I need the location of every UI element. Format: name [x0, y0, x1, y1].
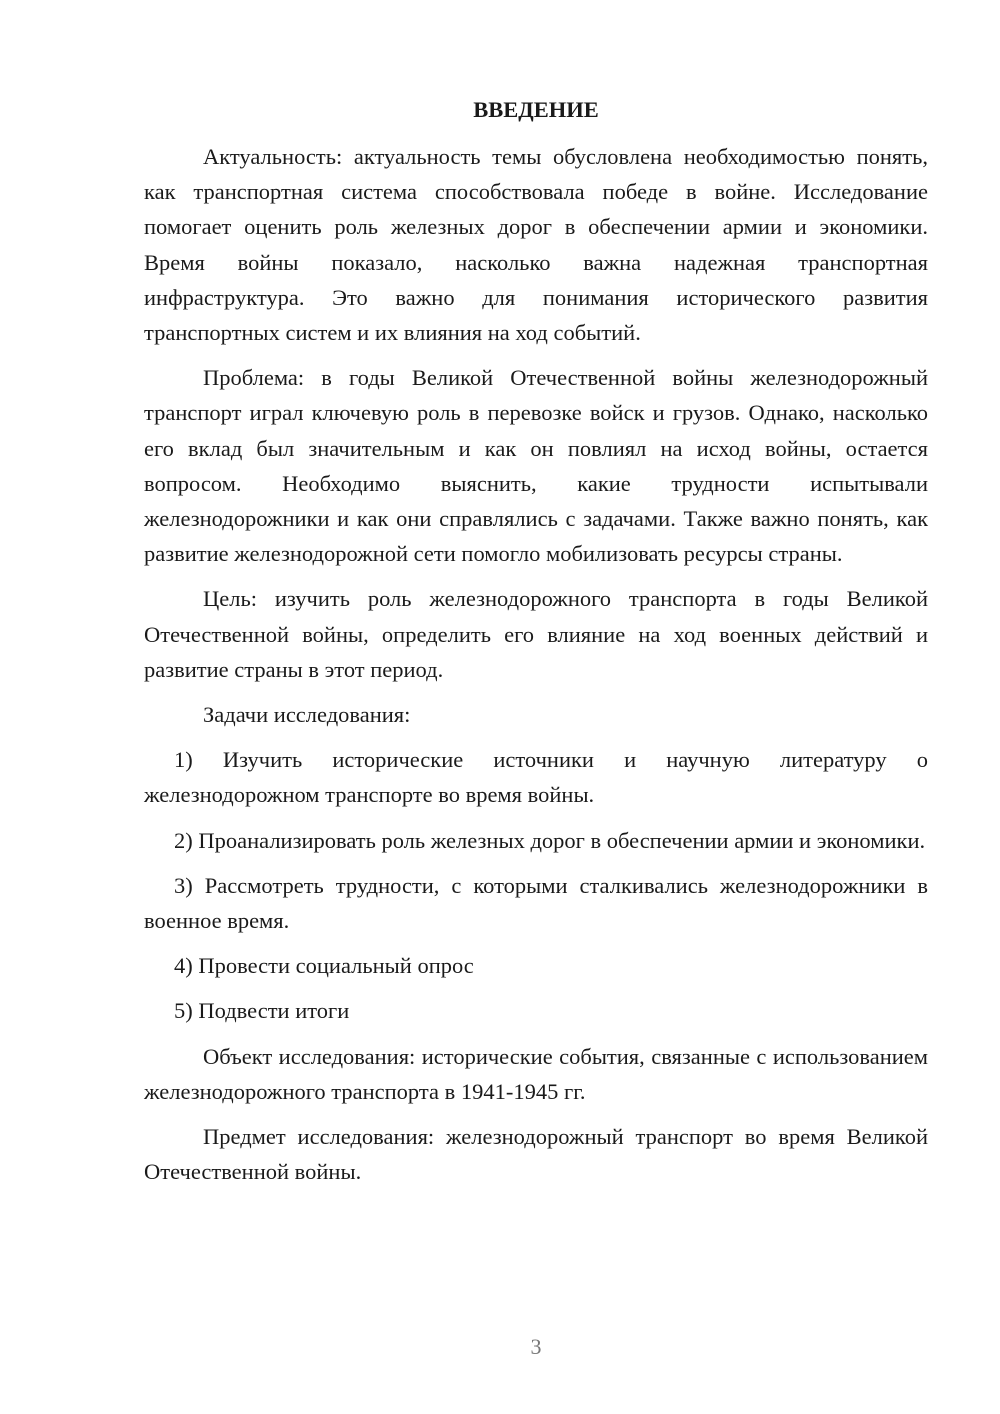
task-item-2: 2) Проанализировать роль железных дорог в обеспечении армии и экономики.	[174, 827, 926, 853]
page-title: ВВЕДЕНИЕ	[473, 97, 599, 122]
paragraph-subject: Предмет исследования: железнодорожный транспорт во время Великой Отечественной войны.	[144, 1124, 928, 1185]
task-item-4: 4) Провести социальный опрос	[174, 953, 474, 979]
page-number: 3	[530, 1334, 542, 1359]
paragraph-problem: Проблема: в годы Великой Отечественной войны железнодорожный транспорт играл ключевую роль в перевозке войск и грузов. Однако, насколько его вклад был значительным и как он повлиял на исход войны, остается вопросом. Необходимо выяснить, какие трудности испытывали железнодорожники и как они справлялись с задачами. Также важно понять, как развитие железнодорожной сети помогло мобилизовать ресурсы страны.	[144, 365, 928, 567]
paragraph-goal: Цель: изучить роль железнодорожного транспорта в годы Великой Отечественной войны, определить его влияние на ход военных действий и развитие страны в этот период.	[144, 586, 928, 682]
task-item-5: 5) Подвести итоги	[174, 998, 350, 1024]
paragraph-relevance: Актуальность: актуальность темы обусловлена необходимостью понять, как транспортная система способствовала победе в войне. Исследование помогает оценить роль железных дорог в обеспечении армии и экономики. Время войны показало, насколько важна надежная транспортная инфраструктура. Это важно для понимания исторического развития транспортных систем и их влияния на ход событий.	[144, 144, 928, 346]
task-item-1: 1) Изучить исторические источники и научную литературу о железнодорожном транспорте во время войны.	[144, 747, 928, 808]
paragraph-tasks-heading: Задачи исследования:	[203, 702, 411, 728]
task-item-3: 3) Рассмотреть трудности, с которыми сталкивались железнодорожники в военное время.	[144, 872, 928, 934]
page-content	[144, 92, 928, 1199]
paragraph-object: Объект исследования: исторические события, связанные с использованием железнодорожного транспорта в 1941-1945 гг.	[144, 1043, 928, 1104]
